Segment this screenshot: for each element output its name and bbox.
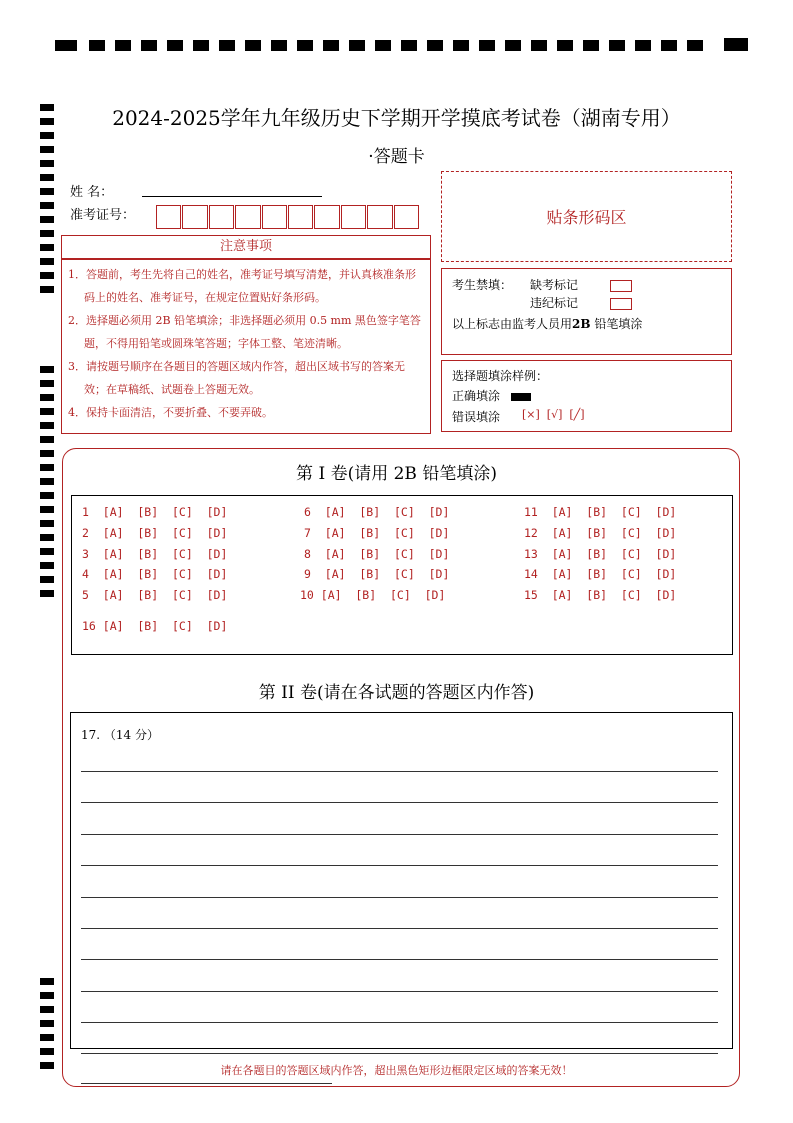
- timing-mark: [40, 408, 54, 415]
- timing-mark: [40, 202, 54, 209]
- timing-mark: [40, 422, 54, 429]
- timing-mark: [531, 40, 547, 51]
- timing-mark: [661, 40, 677, 51]
- mc-question[interactable]: 1 [A] [B] [C] [D]: [82, 505, 228, 519]
- timing-mark: [40, 492, 54, 499]
- mc-question[interactable]: 14 [A] [B] [C] [D]: [524, 567, 677, 581]
- timing-mark: [89, 40, 105, 51]
- timing-mark: [219, 40, 235, 51]
- answer-line[interactable]: [81, 991, 718, 992]
- timing-mark: [40, 548, 54, 555]
- timing-mark: [40, 992, 54, 999]
- timing-mark: [40, 380, 54, 387]
- violation-label: 违纪标记: [530, 296, 579, 310]
- timing-mark: [609, 40, 625, 51]
- timing-mark: [40, 366, 54, 373]
- mc-question[interactable]: 16 [A] [B] [C] [D]: [82, 619, 228, 633]
- barcode-area: [441, 171, 732, 262]
- footer-warning: 请在各题目的答题区域内作答，超出黑色矩形边框限定区域的答案无效！: [220, 1064, 573, 1077]
- timing-mark: [40, 258, 54, 265]
- wrong-fill-samples: [×] [√] [╱]: [522, 408, 585, 421]
- mc-question[interactable]: 7 [A] [B] [C] [D]: [304, 526, 450, 540]
- timing-mark: [687, 40, 703, 51]
- mc-question[interactable]: 12 [A] [B] [C] [D]: [524, 526, 677, 540]
- ticket-label: 准考证号：: [70, 208, 136, 223]
- mc-question[interactable]: 8 [A] [B] [C] [D]: [304, 547, 450, 561]
- timing-mark: [40, 450, 54, 457]
- section2-title: 第 II 卷(请在各试题的答题区内作答): [258, 683, 535, 703]
- mc-question[interactable]: 5 [A] [B] [C] [D]: [82, 588, 228, 602]
- page-subtitle: ·答题卡: [368, 147, 425, 167]
- timing-mark: [40, 590, 54, 597]
- timing-mark: [427, 40, 443, 51]
- timing-mark: [40, 534, 54, 541]
- q17-answer-box: [70, 712, 733, 1049]
- mc-question[interactable]: 3 [A] [B] [C] [D]: [82, 547, 228, 561]
- correct-fill-sample: [511, 393, 531, 401]
- mc-question[interactable]: 6 [A] [B] [C] [D]: [304, 505, 450, 519]
- timing-mark: [349, 40, 365, 51]
- timing-mark: [40, 394, 54, 401]
- timing-mark: [40, 1034, 54, 1041]
- ticket-digit-box[interactable]: [367, 205, 392, 229]
- footer-line: [81, 1083, 332, 1084]
- timing-mark: [724, 38, 748, 51]
- timing-mark: [40, 562, 54, 569]
- mc-question[interactable]: 4 [A] [B] [C] [D]: [82, 567, 228, 581]
- timing-mark: [40, 978, 54, 985]
- q17-label: 17. （14 分）: [81, 728, 159, 742]
- notice-box: [61, 259, 431, 434]
- mc-question[interactable]: 9 [A] [B] [C] [D]: [304, 567, 450, 581]
- timing-mark: [505, 40, 521, 51]
- barcode-label: 贴条形码区: [546, 208, 627, 227]
- wrong-fill-label: 错误填涂: [452, 410, 501, 424]
- timing-mark: [40, 244, 54, 251]
- timing-mark: [583, 40, 599, 51]
- mc-question[interactable]: 13 [A] [B] [C] [D]: [524, 547, 677, 561]
- timing-mark: [40, 272, 54, 279]
- page-title: 2024-2025学年九年级历史下学期开学摸底考试卷（湖南专用）: [112, 106, 681, 130]
- ticket-digit-box[interactable]: [209, 205, 234, 229]
- ticket-digit-box[interactable]: [262, 205, 287, 229]
- forbidden-note: 以上标志由监考人员用2B 铅笔填涂: [452, 317, 643, 331]
- timing-mark: [40, 216, 54, 223]
- answer-line[interactable]: [81, 928, 718, 929]
- timing-mark: [40, 174, 54, 181]
- answer-line[interactable]: [81, 802, 718, 803]
- answer-line[interactable]: [81, 1022, 718, 1023]
- name-field[interactable]: [142, 196, 322, 197]
- timing-mark: [40, 286, 54, 293]
- timing-mark: [557, 40, 573, 51]
- ticket-digit-box[interactable]: [314, 205, 339, 229]
- mc-question[interactable]: 10 [A] [B] [C] [D]: [300, 588, 446, 602]
- ticket-digit-box[interactable]: [341, 205, 366, 229]
- timing-mark: [40, 436, 54, 443]
- absent-label: 缺考标记: [530, 278, 579, 292]
- ticket-digit-box[interactable]: [235, 205, 260, 229]
- mc-question[interactable]: 11 [A] [B] [C] [D]: [524, 505, 677, 519]
- mc-question[interactable]: 15 [A] [B] [C] [D]: [524, 588, 677, 602]
- timing-mark: [635, 40, 651, 51]
- timing-mark: [167, 40, 183, 51]
- timing-mark: [40, 1020, 54, 1027]
- timing-mark: [245, 40, 261, 51]
- name-label: 姓 名：: [70, 185, 114, 200]
- fill-example-title: 选择题填涂样例：: [452, 369, 549, 383]
- notice-item: 4．保持卡面清洁，不要折叠、不要弄破。: [68, 406, 273, 419]
- section1-title: 第 I 卷(请用 2B 铅笔填涂): [296, 464, 497, 484]
- timing-mark: [40, 576, 54, 583]
- ticket-digit-box[interactable]: [182, 205, 207, 229]
- answer-line[interactable]: [81, 959, 718, 960]
- timing-mark: [297, 40, 313, 51]
- forbidden-label: 考生禁填：: [452, 278, 513, 292]
- timing-mark: [40, 132, 54, 139]
- timing-mark: [323, 40, 339, 51]
- correct-fill-label: 正确填涂: [452, 389, 501, 403]
- violation-mark-box[interactable]: [610, 298, 632, 310]
- answer-line: [81, 1053, 718, 1054]
- notice-item: 2．选择题必须用 2B 铅笔填涂；非选择题必须用 0.5 mm 黑色签字笔答题，不得用铅笔或圆珠笔答题；字体工整、笔迹清晰。: [68, 314, 421, 350]
- timing-mark: [115, 40, 131, 51]
- notice-title: 注意事项: [61, 235, 431, 259]
- timing-mark: [141, 40, 157, 51]
- ticket-digit-box[interactable]: [394, 205, 419, 229]
- timing-mark: [479, 40, 495, 51]
- ticket-number-boxes[interactable]: [156, 205, 419, 229]
- ticket-digit-box[interactable]: [288, 205, 313, 229]
- timing-mark: [40, 230, 54, 237]
- answer-line[interactable]: [81, 865, 718, 866]
- notice-item: 3．请按题号顺序在各题目的答题区域内作答，超出区域书写的答案无效；在草稿纸、试题卷上答题无效。: [68, 360, 405, 396]
- timing-mark: [55, 40, 77, 51]
- timing-mark: [375, 40, 391, 51]
- timing-mark: [401, 40, 417, 51]
- mc-question[interactable]: 2 [A] [B] [C] [D]: [82, 526, 228, 540]
- timing-mark: [40, 188, 54, 195]
- answer-line[interactable]: [81, 771, 718, 772]
- fill-example-box: [441, 360, 732, 432]
- timing-mark: [193, 40, 209, 51]
- timing-mark: [40, 1006, 54, 1013]
- timing-mark: [453, 40, 469, 51]
- timing-mark: [40, 506, 54, 513]
- notice-item: 1．答题前，考生先将自己的姓名，准考证号填写清楚，并认真核准条形码上的姓名、准考证号，在规定位置贴好条形码。: [68, 268, 416, 304]
- timing-mark: [40, 520, 54, 527]
- absent-mark-box[interactable]: [610, 280, 632, 292]
- answer-line[interactable]: [81, 834, 718, 835]
- timing-mark: [40, 1048, 54, 1055]
- timing-mark: [271, 40, 287, 51]
- ticket-digit-box[interactable]: [156, 205, 181, 229]
- answer-line[interactable]: [81, 897, 718, 898]
- forbidden-box: [441, 268, 732, 355]
